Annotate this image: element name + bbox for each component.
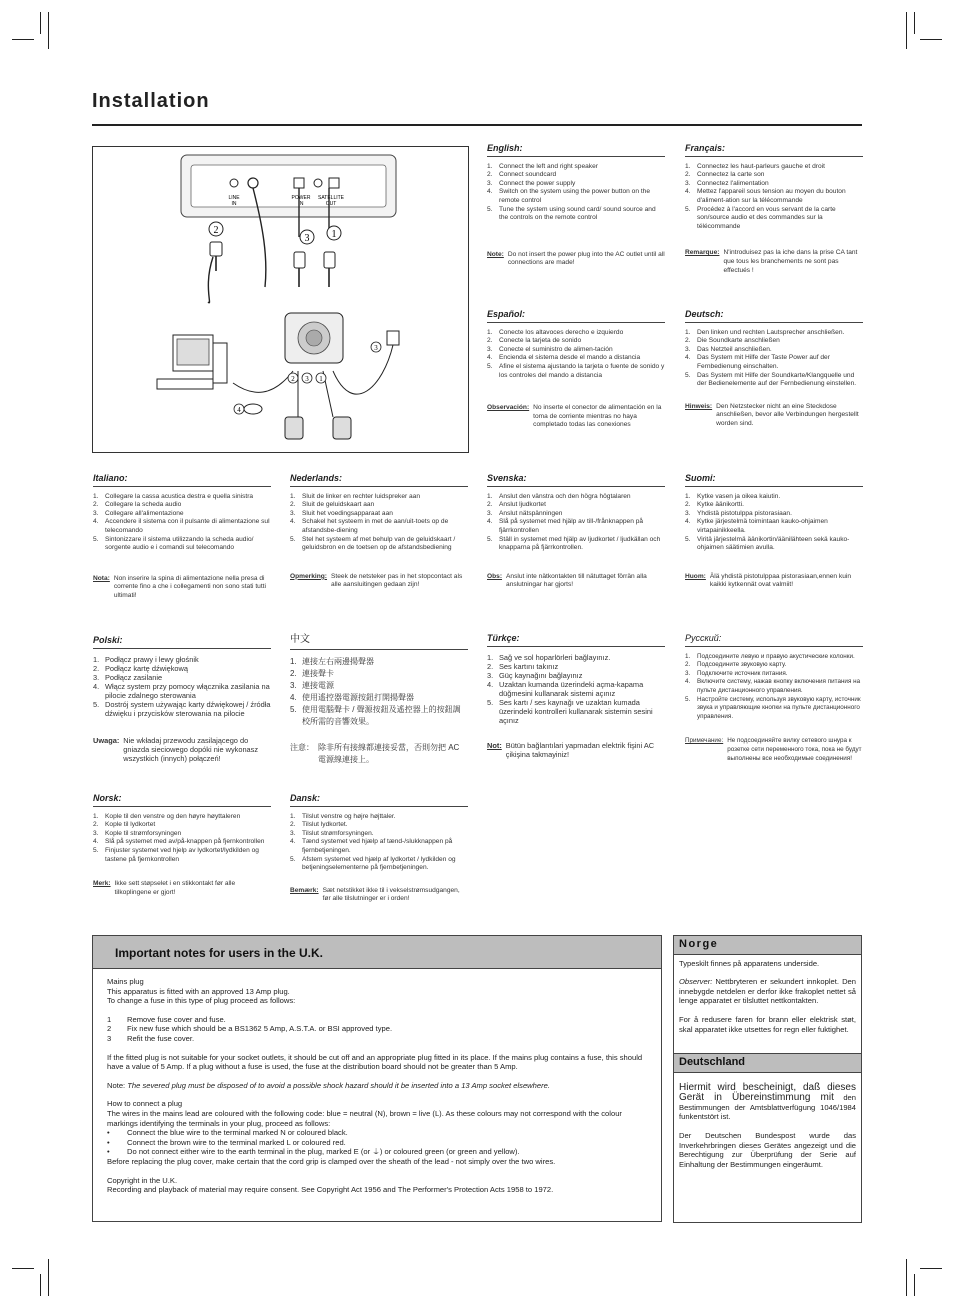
list-item: 5. Tune the system using sound card/ sound source and the controls on the remote control <box>487 205 656 222</box>
body-text: Recording and playback of material may require consent. See Copyright Act 1956 and The Performer's Protection Acts 1958 to 1972. <box>107 1185 554 1195</box>
satellite-out-jack-icon <box>329 178 339 188</box>
crop-mark <box>40 12 41 34</box>
list-item: 1. Kytke vasen ja oikea kaiutin. <box>685 492 781 500</box>
warning-note: Bemærk: Sæt netstikket ikke til i vekselstrømsudgangen, før alle tilslutninger er i orden! <box>290 886 460 903</box>
list-item: 4. 使用遙控器電源按鈕打開揚聲器 <box>290 693 414 702</box>
list-item: 5. Ställ in systemet med hjälp av ljudkortet / ljudkällan och knapparna på fjärrkontrollen. <box>487 535 661 552</box>
lang-dansk <box>290 794 468 904</box>
list-item: 3. Yhdistä pistotulppa pistorasiaan. <box>685 509 792 517</box>
callout-4-label: 4 <box>237 406 241 414</box>
speaker-left-icon <box>285 417 303 439</box>
list-item: 5. Das System mit Hilfe der Soundkarte/Klangquelle und der Bedienelemente auf der Fernbedienung einstellen. <box>685 371 857 388</box>
lang-polski <box>93 636 271 763</box>
callout-2-label: 2 <box>213 225 219 236</box>
list-item: 4. Switch on the system using the power button on the remote control <box>487 188 651 204</box>
body-text: Typeskilt finnes på apparatens underside. <box>679 958 820 968</box>
list-item: 1. Connect the left and right speaker <box>487 162 598 170</box>
body-text: Der Deutschen Bundespost wurde das Inverkehrbringen dieses Gerätes angezeigt und die Berechtigung zur Überprüfung der Serie auf Einhaltung der Bestimmungen eingeräumt. <box>679 1130 856 1169</box>
line-in-label: IN <box>231 201 237 207</box>
list-item: 4. Uzaktan kumanda üzerindeki açma-kapama düğmesini kullanarak sistemi açınız <box>487 680 644 698</box>
lang-heading: Norsk: <box>93 794 271 807</box>
note-text: Note: The severed plug must be disposed of to avoid a possible shock hazard should it be inserted into a 13 Amp socket elsewhere. <box>107 1080 550 1090</box>
list-item: 5. Afstem systemet ved hjælp af lydkortet / lydkilden og betjeningselementerne på fjernbetjeningen. <box>290 855 456 872</box>
list-item: 5. Procédez à l'accord en vous servant de la carte son/source audio et des commandes sur la télécommande <box>685 205 836 230</box>
lang-heading: Español: <box>487 310 665 323</box>
body-text: This apparatus is fitted with an approved 13 Amp plug. <box>107 986 290 996</box>
list-item: 2. Kytke äänikortti. <box>685 501 744 509</box>
lang-turkce <box>487 634 665 759</box>
crop-mark <box>914 12 915 34</box>
list-item: 2. Kople til lydkortet <box>93 821 156 829</box>
list-item: 5. Ses kartı / ses kaynağı ve uzaktan kumada üzerindeki kontrolleri kullanarak sistemin sesini açınız <box>487 698 653 725</box>
list-item: 2. Anslut ljudkortet <box>487 501 546 509</box>
list-item: 4. Mettez l'appareil sous tension au moyen du bouton d'aliment-ation sur la télécommande <box>685 188 846 204</box>
body-text: If the fitted plug is not suitable for your socket outlets, it should be cut off and an appropriate plug fitted in its place. If the mains plug contains a fuse, this should have a value of 5 Amp. If a plug without a fuse is used, the fuse at the distribution board should not be greater than 5 Amp. <box>107 1052 643 1072</box>
satellite-out-label: SATELLITE <box>317 195 345 201</box>
list-item: 3. Güç kaynağını bağlayınız <box>487 671 583 680</box>
warning-note: Obs: Anslut inte nätkontakten till nätuttaget förrän alla anslutningar har gjorts! <box>487 572 647 589</box>
callout-1-label: 1 <box>319 375 323 383</box>
body-text: The wires in the mains lead are coloured with the following code: blue = neutral (N), brown = live (L). As these colours may not correspond with the colour markings identifying the terminals in your plug, proceed as follows: <box>107 1108 622 1128</box>
crop-mark <box>920 1268 942 1269</box>
body-text: To change a fuse in this type of plug proceed as follows: <box>107 996 296 1006</box>
body-text: Before replacing the plug cover, make certain that the cord grip is clamped over the sheath of the lead - not simply over the two wires. <box>107 1156 556 1166</box>
computer-tower-icon <box>213 343 227 383</box>
list-item: 5. Stel het systeem af met behulp van de geluidskaart / geluidsbron en de toetsen op de afstandsbediening <box>290 535 456 552</box>
warning-note: Opmerking: Steek de netsteker pas in het stopcontact als alle aansluitingen gedaan zijn! <box>290 572 463 589</box>
cable-icon <box>233 371 293 392</box>
lang-heading: Suomi: <box>685 474 863 487</box>
crop-mark <box>48 1259 49 1296</box>
list-item: 2. Подсоедините звуковую карту. <box>685 661 787 669</box>
list-item: 3. Tilslut strømforsyningen. <box>290 829 374 837</box>
how-title: How to connect a plug <box>107 1099 183 1109</box>
list-item: 1. Conecte los altavoces derecho e izquierdo <box>487 328 624 336</box>
list-item: 4. Encienda el sistema desde el mando a distancia <box>487 354 641 362</box>
callout-3-label: 3 <box>305 375 309 383</box>
lang-francais <box>685 144 863 275</box>
crop-mark <box>40 1274 41 1296</box>
list-item: 3. Das Netzteil anschließen. <box>685 345 772 353</box>
list-item: 1. Connectez les haut-parleurs gauche et droit <box>685 162 825 170</box>
lang-heading: Svenska: <box>487 474 665 487</box>
callout-1-label: 1 <box>331 229 337 240</box>
lang-heading: Dansk: <box>290 794 468 807</box>
list-item: 4. Включите систему, нажав кнопку включения питания на пульте дистанционного управления. <box>685 678 861 694</box>
callout-3-label: 3 <box>304 233 310 244</box>
list-item: 2 Fix new fuse which should be a BS1362 5 Amp, A.S.T.A. or BSI approved type. <box>107 1024 393 1034</box>
list-item: 3. Connectez l'alimentation <box>685 179 769 187</box>
crop-mark <box>12 1268 34 1269</box>
lang-heading: Italiano: <box>93 474 271 487</box>
lang-heading: Türkçe: <box>487 634 665 647</box>
list-item: 3. Подключите источник питания. <box>685 669 788 677</box>
list-item: 2. Ses kartını takınız <box>487 662 559 671</box>
list-item: 1. Kople til den venstre og den høyre høyttaleren <box>93 812 241 820</box>
line-in-label: LINE <box>228 195 240 201</box>
lang-heading: Polski: <box>93 636 271 649</box>
plug-icon <box>210 242 222 256</box>
list-item: 2. Connect soundcard <box>487 171 557 179</box>
warning-note: Huom: Älä yhdistä pistotulppaa pistorasiaan,ennen kuin kaikki kytkennät ovat valmiit! <box>685 572 852 589</box>
list-item: 1. Podłącz prawy i lewy głośnik <box>93 655 199 664</box>
warning-note: Merk: Ikke sett støpselet i en stikkontakt før alle tilkoplingene er gjort! <box>93 880 236 896</box>
list-item: 1. Den linken und rechten Lautsprecher anschließen. <box>685 328 845 336</box>
list-item: 1. Collegare la cassa acustica destra e quella sinistra <box>93 492 254 500</box>
power-in-jack-icon <box>294 178 304 188</box>
list-item: 3. Podłącz zasilanie <box>93 673 163 682</box>
cable-icon <box>208 257 213 303</box>
title-rule <box>92 124 862 126</box>
list-item: 3. 連接電源 <box>290 681 334 690</box>
list-item: 4. Slå på systemet med hjälp av till-/frånknappen på fjärrkontrollen <box>487 518 644 534</box>
lang-heading: Русский: <box>685 634 863 647</box>
lang-suomi <box>685 474 863 590</box>
copyright-title: Copyright in the U.K. <box>107 1175 178 1185</box>
warning-note: Observación: No inserte el conector de alimentación en la toma de corriente mientras no haya completado todas las conexiones <box>487 404 662 429</box>
list-item: 5. Dostrój system używając karty dźwiękowej / źródła dźwięku i przycisków sterowania na pilocie <box>93 700 271 718</box>
warning-note: Примечание: Не подсоединяйте вилку сетевого шнура к розетке сети переменного тока, пока не будут выполнены все необходимые соединения! <box>685 737 862 762</box>
list-item: 5. Viritä järjestelmä äänikortin/äänilähteen sekä kauko-ohjaimen säätimien avulla. <box>685 535 850 552</box>
list-item: 1. Anslut den vänstra och den högra högtalaren <box>487 492 631 500</box>
list-item: • Connect the blue wire to the terminal marked N or coloured black. <box>107 1128 348 1138</box>
power-in-label: POWER <box>291 195 311 201</box>
list-item: 3 Refit the fuse cover. <box>107 1033 195 1043</box>
lang-svenska <box>487 474 665 590</box>
list-item: 3. Conecte el suministro de alimen-tación <box>487 345 613 353</box>
body-text: For å redusere faren for brann eller elektrisk støt, skal apparatet ikke utsettes for regn eller fuktighet. <box>679 1014 856 1034</box>
uk-notes-heading: Important notes for users in the U.K. <box>93 936 661 969</box>
list-item: • Connect the brown wire to the terminal marked L or coloured red. <box>107 1137 346 1147</box>
crop-mark <box>914 1274 915 1296</box>
satellite-out-jack-icon <box>314 179 322 187</box>
callout-3-label: 3 <box>374 344 378 352</box>
lang-deutsch <box>685 310 863 429</box>
plug-icon <box>294 252 305 268</box>
crop-mark <box>920 39 942 40</box>
remote-control-icon <box>244 404 262 414</box>
line-in-jack-icon <box>230 179 238 187</box>
list-item: 2. Conecte la tarjeta de sonido <box>487 337 582 345</box>
lang-espanol <box>487 310 665 430</box>
list-item: 1. 連接左右兩邊揚聲器 <box>290 657 374 666</box>
warning-note: Note: Do not insert the power plug into the AC outlet until all connections are made! <box>487 250 665 267</box>
list-item: 5. Sintonizzare il sistema utilizzando la scheda audio/ sorgente audio e i comandi sul telecomando <box>93 535 254 552</box>
list-item: 4. Das System mit Hilfe der Taste Power auf der Fernbedienung einschalten. <box>685 354 830 370</box>
keyboard-icon <box>157 379 213 389</box>
list-item: 4. Slå på systemet med av/på-knappen på fjernkontrollen <box>93 838 265 846</box>
list-item: 4. Kytke järjestelmä toimintaan kauko-ohjaimen virtapainikkeella. <box>685 518 828 534</box>
list-item: 1. Sluit de linker en rechter luidspreker aan <box>290 492 421 500</box>
list-item: 1. Подсоедините левую и правую акустические колонки. <box>685 652 855 660</box>
lang-chinese <box>290 634 468 766</box>
lang-norsk <box>93 794 271 897</box>
mains-plug-title: Mains plug <box>107 977 144 986</box>
satellite-out-label: OUT <box>325 201 337 207</box>
list-item: 2. Tilslut lydkortet. <box>290 821 348 829</box>
list-item: 5. Finjuster systemet ved hjelp av lydkortet/lydkilden og tastene på fjernkontrollen <box>93 846 259 863</box>
lang-english <box>487 144 665 268</box>
crop-mark <box>906 12 907 49</box>
speaker-right-icon <box>333 417 351 439</box>
callout-2-label: 2 <box>291 375 295 383</box>
deutschland-heading: Deutschland <box>674 1053 861 1073</box>
list-item: 5. Afine el sistema ajustando la tarjeta o fuente de sonido y los controles del mando a distancia <box>487 362 665 379</box>
uk-notes-box <box>92 935 662 1222</box>
crop-mark <box>12 39 34 40</box>
plug-icon <box>324 252 335 268</box>
power-adapter-icon <box>387 331 399 345</box>
list-item: 3. Kople til strømforsyningen <box>93 829 182 837</box>
list-item: 3. Anslut nätspänningen <box>487 509 563 517</box>
list-item: 2. Connectez la carte son <box>685 171 765 179</box>
warning-note: Nota: Non inserire la spina di alimentazione nella presa di corrente fino a che i collegamenti non sono stati tutti ultimati! <box>93 574 266 599</box>
list-item: 4. Włącz system przy pomocy włącznika zasilania na pilocie zdalnego sterowania <box>93 682 270 700</box>
lang-heading: English: <box>487 144 665 157</box>
list-item: 3. Sluit het voedingsapparaat aan <box>290 509 393 517</box>
list-item: 4. Schakel het systeem in met de aan/uit-toets op de afstandsbe-diening <box>290 518 449 534</box>
list-item: 4. Accendere il sistema con il pulsante di alimentazione sul telecomando <box>93 518 270 534</box>
line-in-jack-icon <box>248 178 258 188</box>
lang-italiano <box>93 474 271 601</box>
lang-russian <box>685 634 863 763</box>
list-item: 2. Podłącz kartę dźwiękową <box>93 664 188 673</box>
warning-note: Uwaga: Nie wkładaj przewodu zasilającego do gniazda sieciowego dopóki nie wykonasz wszystkich (innych) połączeń! <box>93 736 259 763</box>
list-item: 5. 使用電腦聲卡 / 聲源按鈕及遙控器上的按鈕調校所需的音響效果。 <box>290 705 461 726</box>
page-title: Installation <box>92 90 210 112</box>
body-text: Hiermit wird bescheinigt, daß dieses Gerät in Übereinstimmung mit den Bestimmungen der Amtsblattverfügung 1046/1984 funkentstört ist. <box>679 1081 856 1122</box>
power-in-label: IN <box>298 201 304 207</box>
list-item: 3. Collegare all'alimentazione <box>93 509 184 517</box>
installation-diagram <box>92 146 469 453</box>
lang-nederlands <box>290 474 468 590</box>
list-item: • Do not connect either wire to the earth terminal in the plug, marked E (or ⏚) or coloured green (or green and yellow). <box>107 1147 520 1157</box>
lang-heading: Deutsch: <box>685 310 863 323</box>
list-item: 2. Die Soundkarte anschließen <box>685 337 780 345</box>
warning-note: 注意： 除非所有接線都連接妥當，否則勿把 AC 電源線連接上。 <box>290 743 460 764</box>
lang-heading: 中文 <box>290 634 468 650</box>
norge-heading: Norge <box>674 936 861 955</box>
body-text: Observer: Nettbryteren er sekundert innkoplet. Den innebygde netdelen er derfor ikke frakoplet nettet så lenge apparatet er tilsluttet nettkontakten. <box>679 977 856 1006</box>
list-item: 5. Настройте систему, используя звуковую карту, источник звука и управляющие кнопки на пульте дистанционного управления. <box>685 695 861 720</box>
list-item: 4. Tænd systemet ved hjælp af tænd-/slukknappen på fjernbetjeningen. <box>290 838 453 854</box>
warning-note: Hinweis: Den Netzstecker nicht an eine Steckdose anschließen, bevor alle Verbindungen hergestellt worden sind. <box>685 402 859 427</box>
list-item: 3. Connect the power supply <box>487 179 576 187</box>
list-item: 1. Tilslut venstre og højre højttaler. <box>290 812 396 820</box>
connection-illustration <box>93 147 468 452</box>
list-item: 2. Sluit de geluidskaart aan <box>290 501 375 509</box>
lang-heading: Français: <box>685 144 863 157</box>
list-item: 1 Remove fuse cover and fuse. <box>107 1014 226 1024</box>
norge-deutschland-box <box>673 935 862 1223</box>
list-item: 2. Collegare la scheda audio <box>93 501 182 509</box>
list-item: 1. Sağ ve sol hoparlörleri bağlayınız. <box>487 653 611 662</box>
list-item: 2. 連接聲卡 <box>290 669 334 678</box>
crop-mark <box>48 12 49 49</box>
lang-heading: Nederlands: <box>290 474 468 487</box>
warning-note: Not: Bütün bağlantılari yapmadan elektrik fişini AC çikişina takmayiniz! <box>487 741 655 759</box>
crop-mark <box>906 1259 907 1296</box>
warning-note: Remarque: N'introduisez pas la iche dans la prise CA tant que tous les branchements ne sont pas effectués ! <box>685 249 858 274</box>
